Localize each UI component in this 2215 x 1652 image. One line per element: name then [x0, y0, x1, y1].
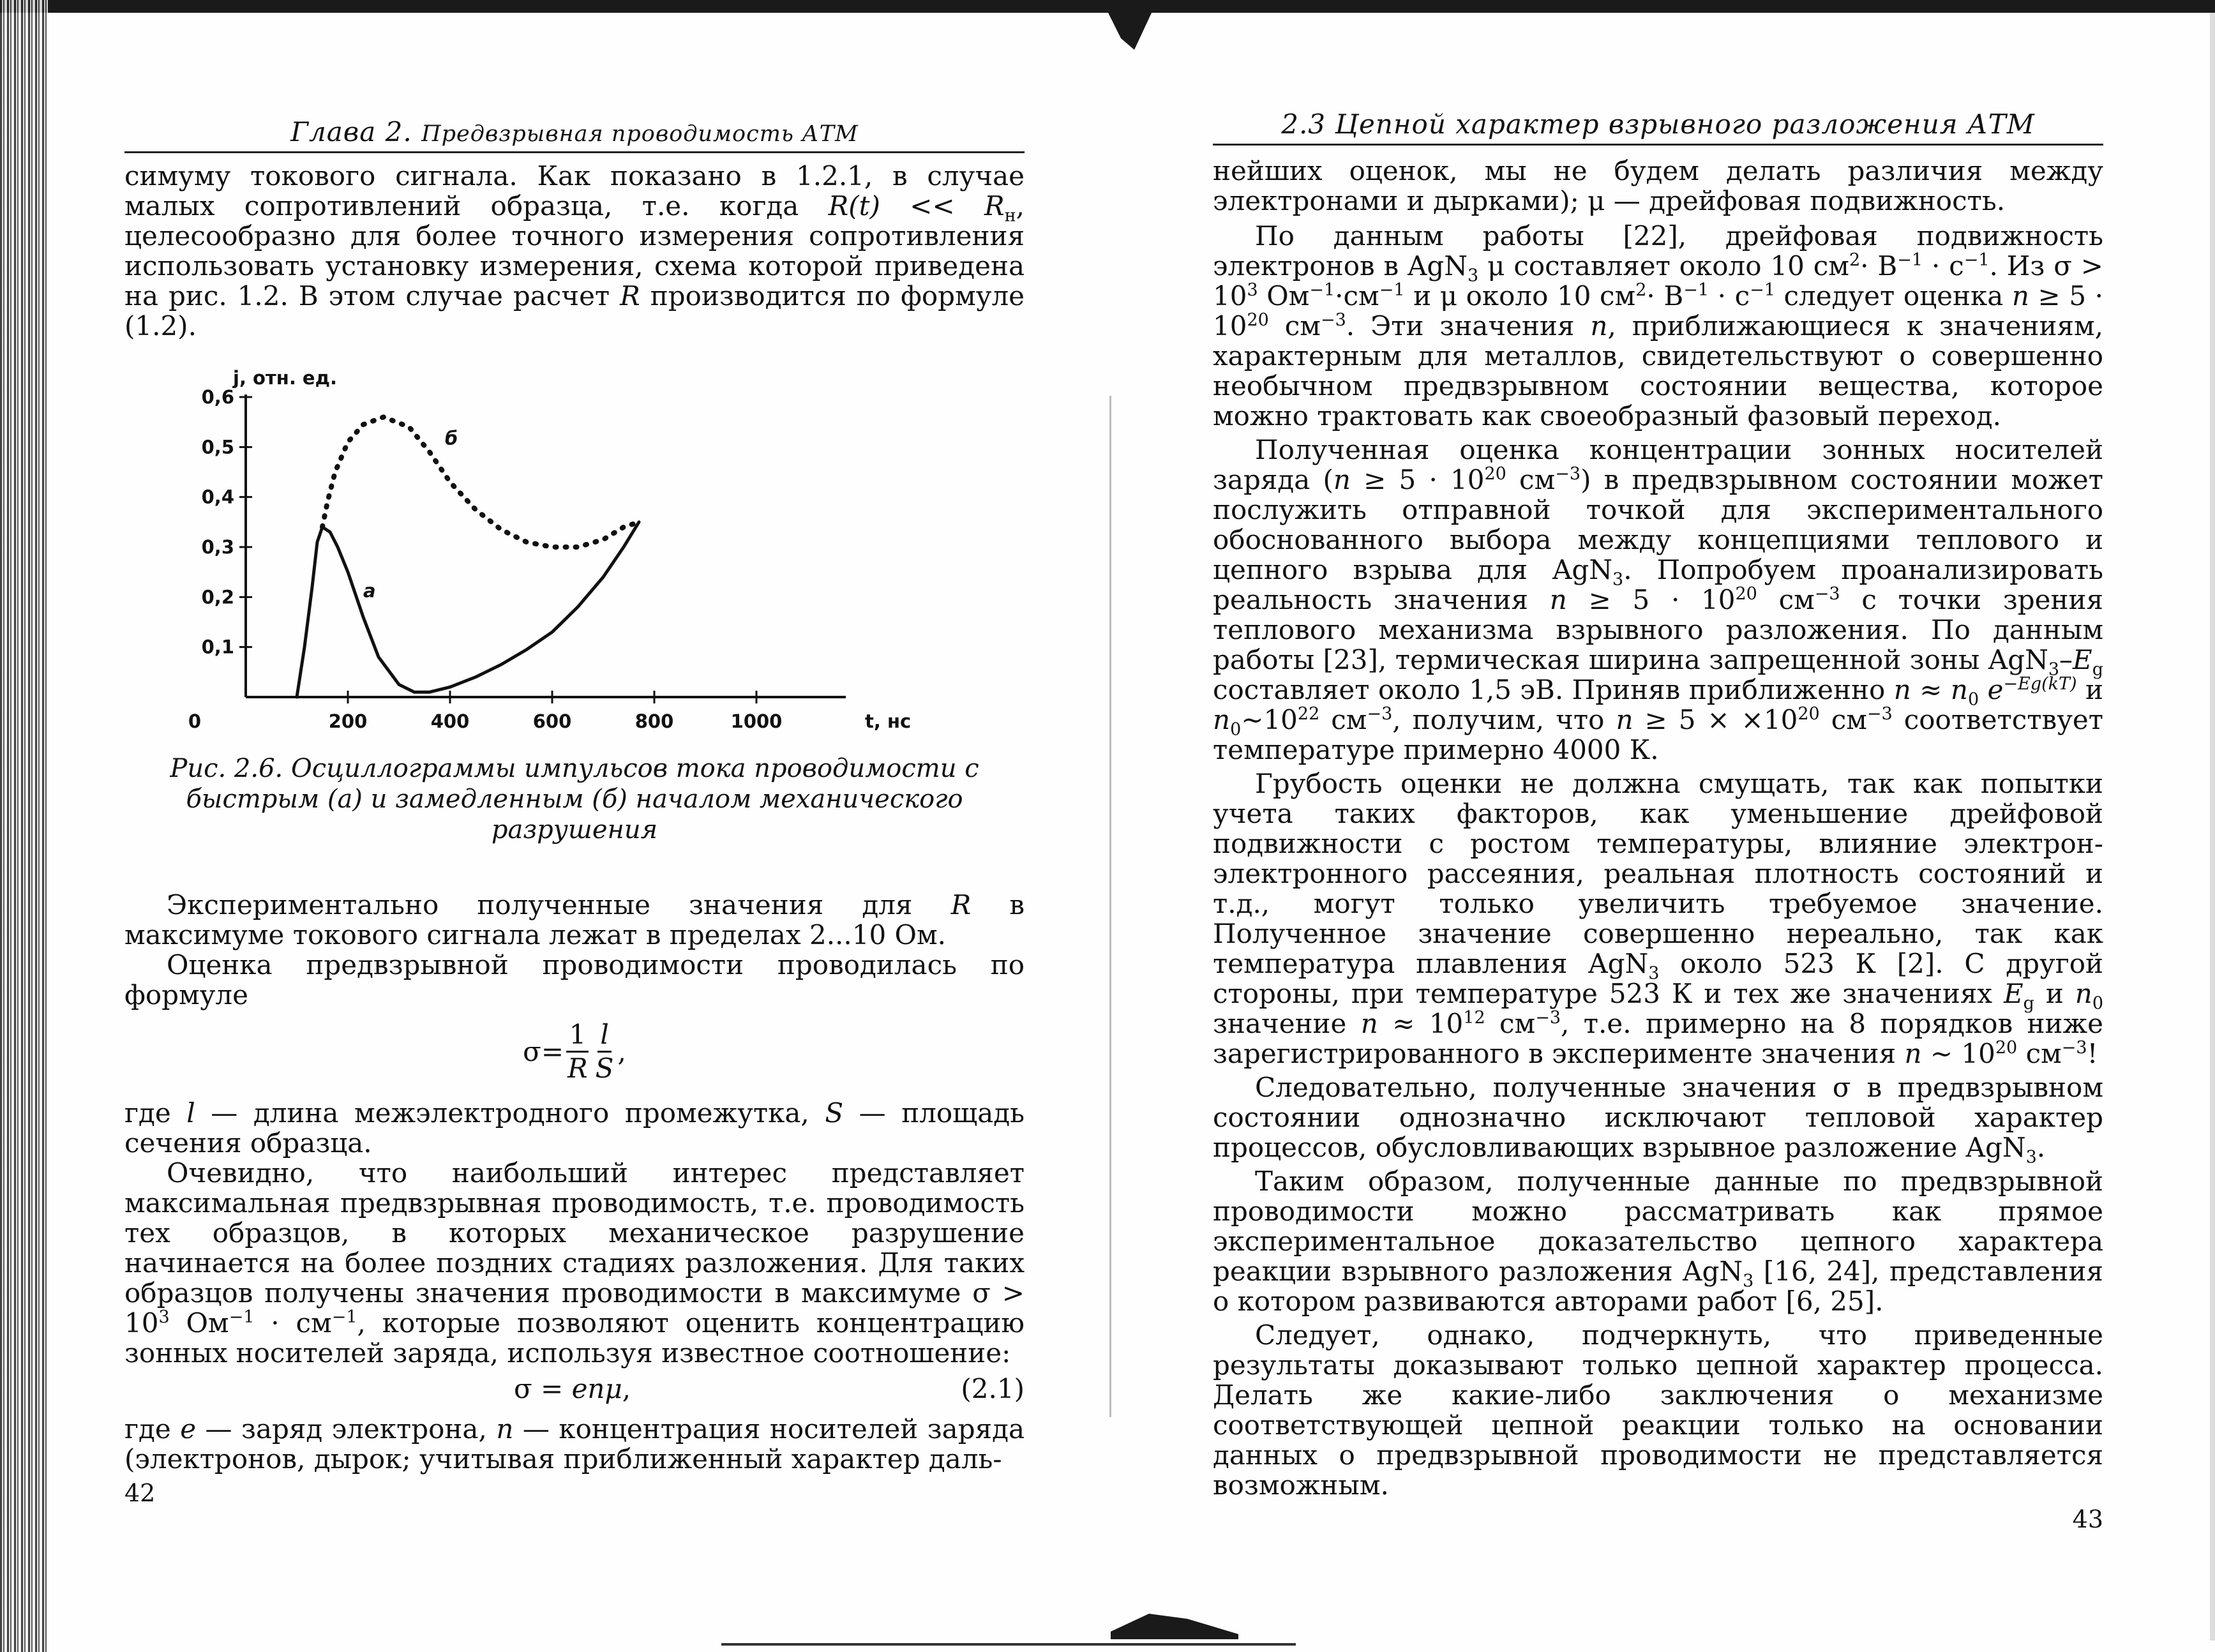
y-tick-label: 0,3 [201, 536, 234, 558]
series-line-a [297, 522, 639, 697]
page-number-right: 43 [2072, 1505, 2103, 1533]
paragraph: симуму токового сигнала. Как показано в 1.2.1, в случае малых сопротивлений образца, т.е. когда $R(t) << R_н$, целесообразно для более точного измерения сопротивления использовать установку измерения, схема которой приведена на рис. 1.2. В этом случае расчет R производится по формуле (1.2). [124, 160, 1025, 342]
x-tick-label: 400 [430, 710, 470, 732]
figure-caption: Рис. 2.6. Осциллограммы импульсов тока проводимости с быстрым (а) и замедленным (б) началом механического разрушения [170, 754, 979, 845]
book-gutter [1109, 396, 1111, 1417]
x-tick-label: 1000 [730, 710, 783, 732]
paragraph: По данным работы [22], дрейфовая подвижность электронов в AgN$_3$ μ составляет около 10 $см^2\cdot В^{-1} \cdot с^{-1}$. Из $\sigma > 10^3$ $Ом^{-1}\cdot см^{-1}$ и μ около 10 $см^2\cdot В^{-1} \cdot с^{-1}$ следует оценка $n \ge 5 \cdot 10^{20}$ $см^{-3}$. Эти значения n, приближающиеся к значениям, характерным для металлов, свидетельствуют о совершенно необычном предвзрывном состоянии вещества, которое можно трактовать как своеобразный фазовый переход. [1213, 220, 2104, 432]
paragraph: Грубость оценки не должна смущать, так как попытки учета таких факторов, как уменьшение дрейфовой подвижности с ростом температуры, влияние электрон-электронного рассеяния, реальная плотность состояний и т.д., могут только увеличить требуемое значение. Полученное значение совершенно нереально, так как температура плавления AgN$_3$ около 523 К [2]. С другой стороны, при температуре 523 К и тех же значениях $E_g$ и $n_0$ значение $n \approx 10^{12}$ $см^{-3}$, т.е. примерно на 8 порядков ниже зарегистрированного в эксперименте значения n ~ $10^{20}$ $см^{-3}$! [1213, 768, 2103, 1069]
y-tick-label: 0,5 [201, 436, 234, 458]
paragraph: где e — заряд электрона, n — концентрация носителей заряда (электронов, дырок; учитывая приближенный характер даль- [124, 1413, 1025, 1475]
x-tick-label: 600 [532, 710, 572, 732]
paragraph: нейших оценок, мы не будем делать различия между электронами и дырками); μ — дрейфовая подвижность. [1213, 155, 2103, 216]
paragraph: Очевидно, что наибольший интерес представляет максимальная предвзрывная проводимость, т.е. проводимость тех образцов, в которых механическое разрушение начинается на более поздних стадиях разложения. Для таких образцов получены значения проводимости в максимуме $\sigma > 10^3$ $Ом^{-1} \cdot см^{-1}$, которые позволяют оценить концентрацию зонных носителей заряда, используя известное соотношение: [124, 1157, 1025, 1369]
y-tick-label: 0,6 [201, 386, 234, 408]
series-line-b [322, 417, 639, 547]
page-right [1213, 109, 2103, 1533]
equation-2-1: σ = enμ, (2.1) [514, 1373, 1025, 1404]
x-tick-label: 0 [188, 710, 202, 732]
paragraph: Полученная оценка концентрации зонных носителей заряда ($n \ge 5 \cdot 10^{20}$ $см^{-3}$) в предвзрывном состоянии может послужить отправной точкой для экспериментального обоснованного выбора между концепциями теплового и цепного взрыва для AgN$_3$. Попробуем проанализировать реальность значения $n \ge 5 \cdot 10^{20}$ $см^{-3}$ с точки зрения теплового механизма взрывного разложения. По данным работы [23], термическая ширина запрещенной зоны $AgN_3-E_g$ составляет около 1,5 эВ. Приняв приближенно $n \approx n_0$ $e^{-Eg(kT)}$ и $n_0\sim 10^{22}$ $см^{-3}$, получим, что $n \ge 5 \times \times 10^{20}$ $см^{-3}$ соответствует температуре примерно 4000 К. [1213, 434, 2104, 765]
oscillogram-chart [185, 365, 912, 742]
running-header-right: 2.3 Цепной характер взрывного разложения АТМ [1213, 109, 2103, 146]
scan-shadow-top [0, 0, 2215, 13]
scan-binding-mark [1108, 11, 1152, 50]
formula-conductivity: σ= $\frac{1}{R}$ l S , [523, 1019, 626, 1084]
equation-number: (2.1) [961, 1373, 1025, 1404]
paragraph: Экспериментально полученные значения для R в максимуме токового сигнала лежат в пределах 2...10 Ом. [124, 889, 1025, 950]
running-header-left: Глава 2. Предвзрывная проводимость АТМ [124, 116, 1025, 153]
page-number-left: 42 [124, 1479, 156, 1507]
scan-binding-mark-bottom [1111, 1614, 1238, 1639]
x-tick-label: 200 [328, 710, 368, 732]
scan-shadow-bottom [721, 1643, 1296, 1646]
y-axis-label: j, отн. ед. [233, 367, 338, 389]
paragraph: Следует, однако, подчеркнуть, что приведенные результаты доказывают только цепной характер процесса. Делать же какие-либо заключения о механизме соответствующей цепной реакции только на основании данных о предвзрывной проводимости не представляется возможным. [1213, 1319, 2103, 1501]
y-tick-label: 0,2 [201, 586, 234, 608]
x-axis-label: t, нс [865, 710, 912, 732]
scan-edge-left [0, 0, 48, 1652]
y-tick-label: 0,1 [201, 636, 234, 658]
x-tick-label: 800 [634, 710, 674, 732]
paragraph: Оценка предвзрывной проводимости проводилась по формуле [124, 949, 1025, 1010]
curve-label-b: б [445, 427, 458, 449]
paragraph: Таким образом, полученные данные по предвзрывной проводимости можно рассматривать как прямое экспериментальное доказательство цепного характера реакции взрывного разложения AgN$_3$ [16, 24], представления о котором развиваются авторами работ [6, 25]. [1213, 1166, 2103, 1317]
paragraph: Следовательно, полученные значения σ в предвзрывном состоянии однозначно исключают тепловой характер процессов, обусловливающих взрывное разложение AgN$_3$. [1213, 1072, 2103, 1168]
curve-label-a: а [363, 580, 376, 602]
paragraph: где l — длина межэлектродного промежутка, S — площадь сечения образца. [124, 1097, 1025, 1159]
y-tick-label: 0,4 [201, 486, 234, 508]
page-left [124, 116, 1025, 1507]
scan-edge-right [2210, 13, 2215, 1641]
chart-svg [185, 365, 912, 742]
